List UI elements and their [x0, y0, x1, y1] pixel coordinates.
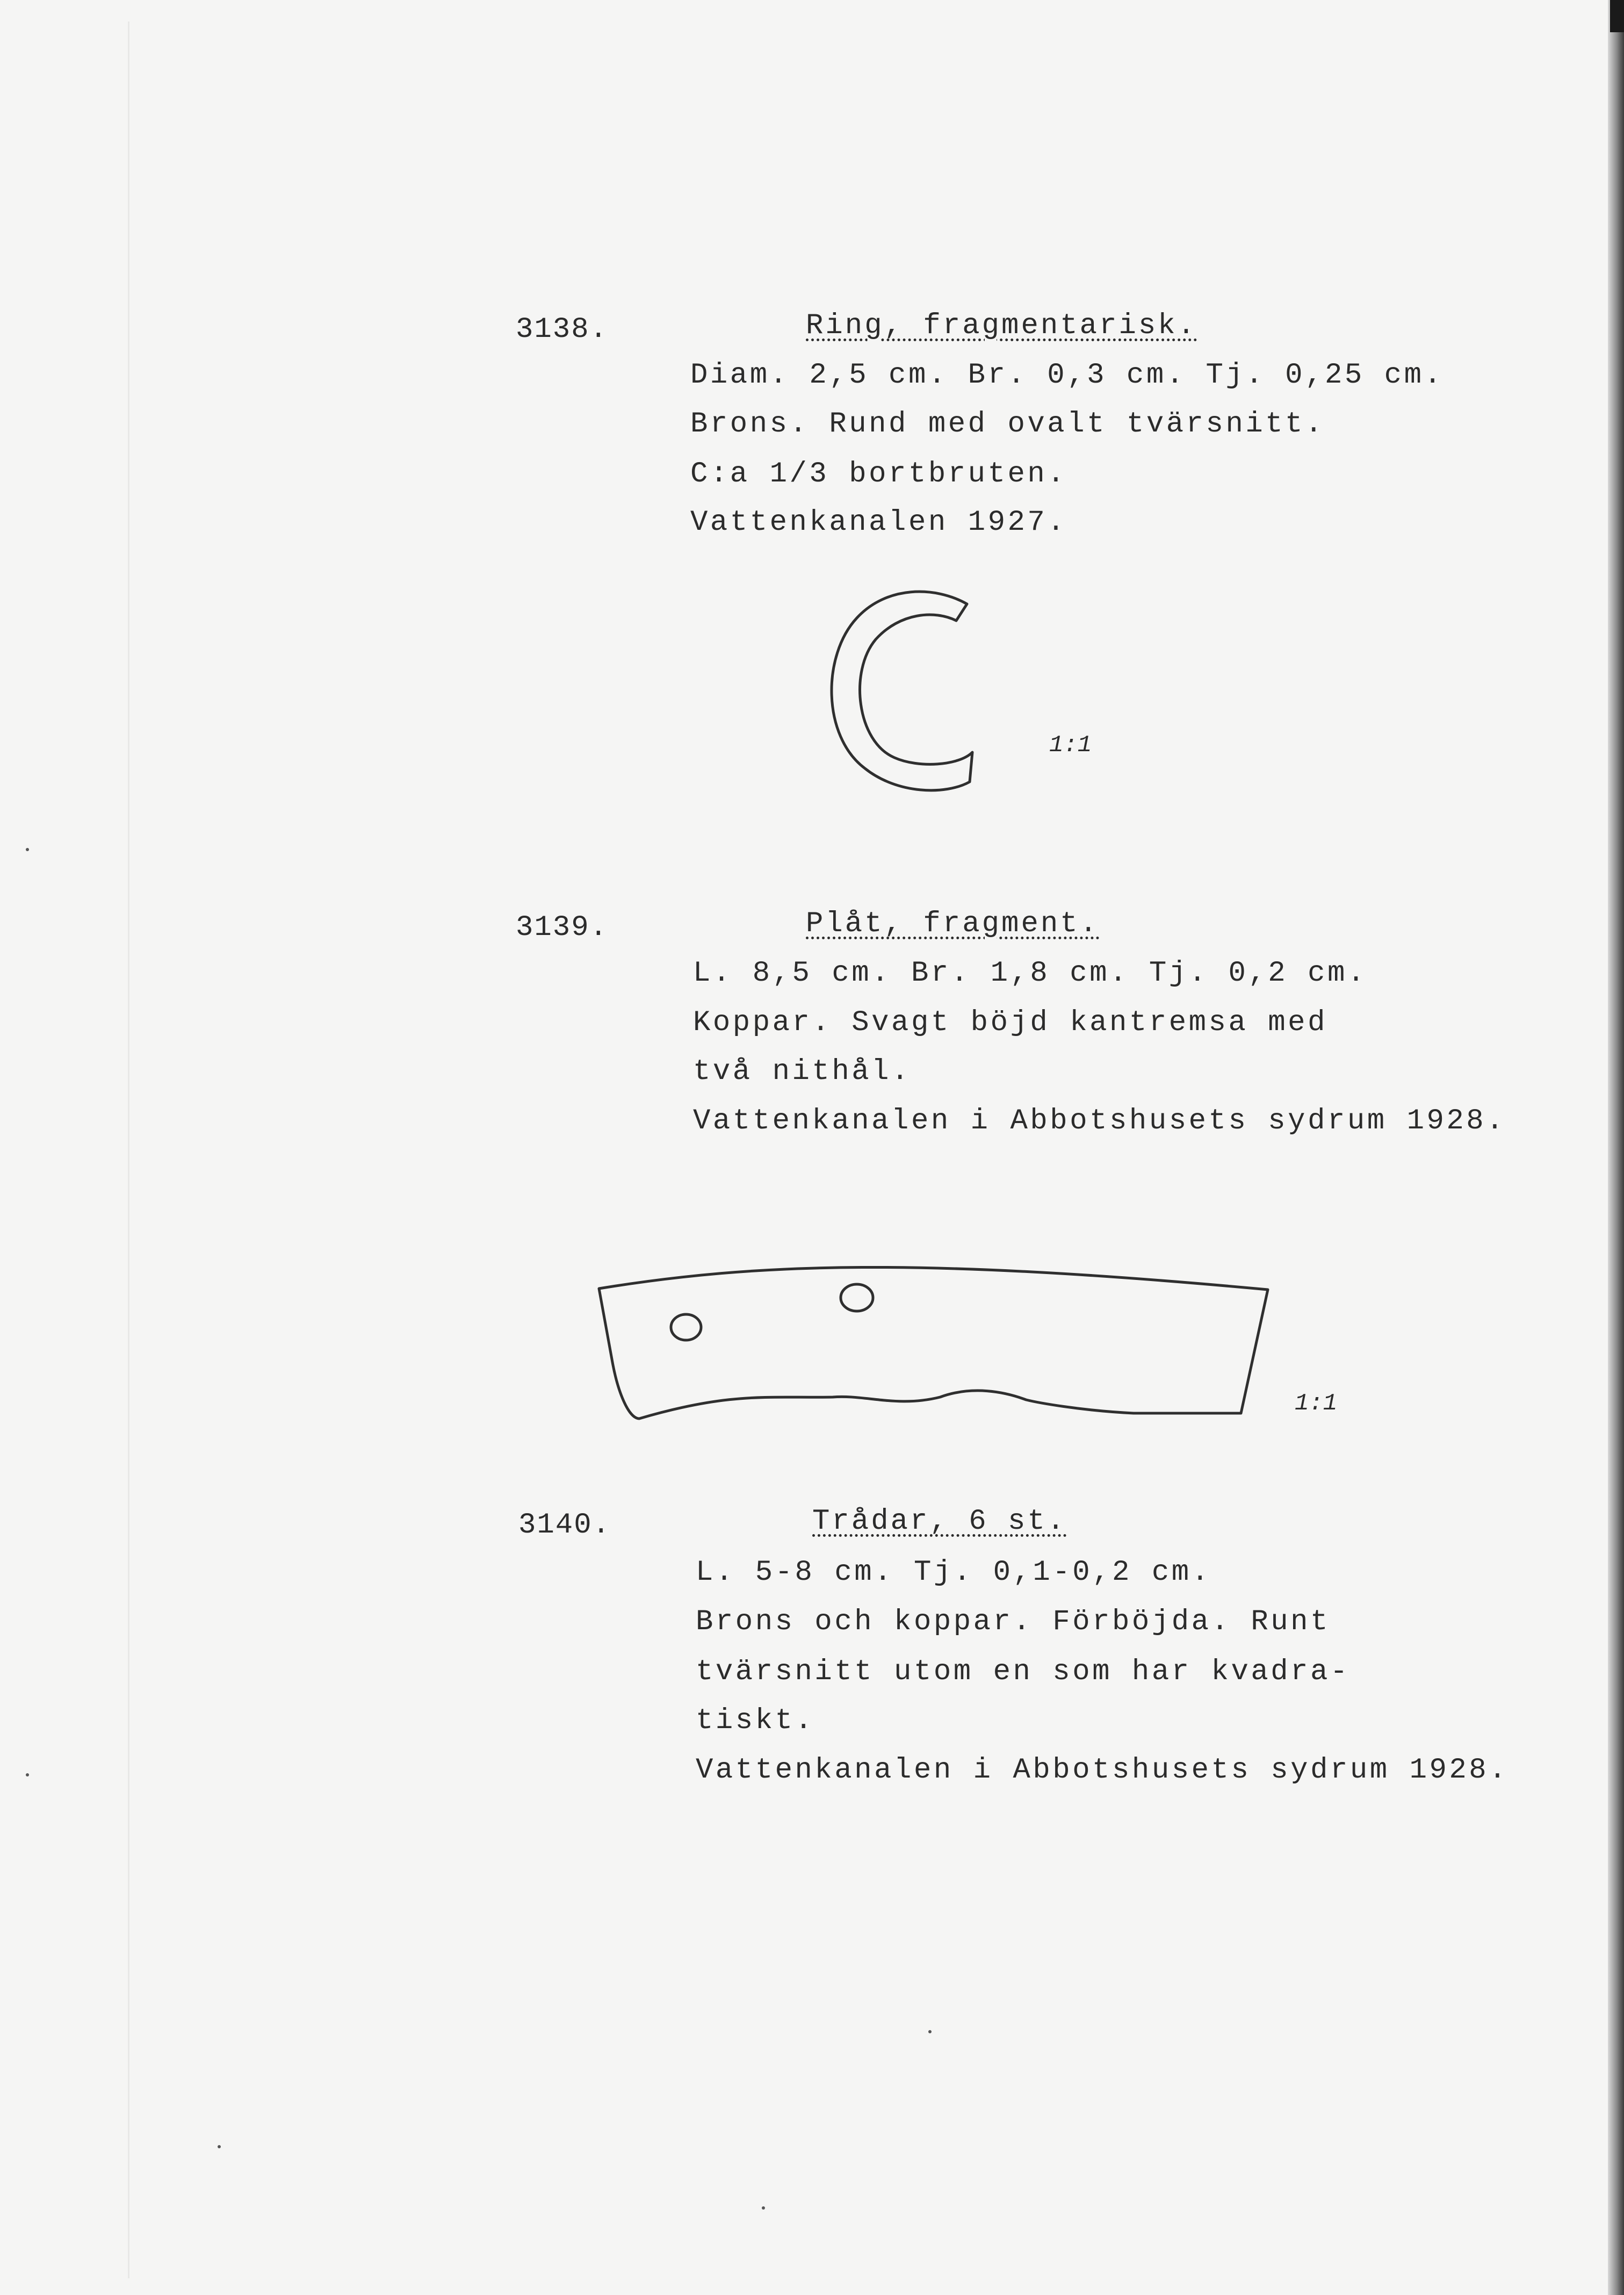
ring-fragment-drawing: [806, 580, 999, 806]
entry-line: L. 8,5 cm. Br. 1,8 cm. Tj. 0,2 cm.: [693, 957, 1367, 990]
entry-title: Ring, fragmentarisk.: [806, 310, 1197, 342]
entry-number: 3138.: [516, 313, 609, 346]
page-fold-line: [128, 21, 129, 2278]
entry-line: Koppar. Svagt böjd kantremsa med: [693, 1006, 1327, 1039]
entry-line: två nithål.: [693, 1055, 911, 1088]
scan-speck: [26, 1773, 29, 1776]
plate-fragment-drawing: [596, 1257, 1279, 1435]
entry-title: Trådar, 6 st.: [812, 1505, 1067, 1538]
scan-speck: [928, 2030, 932, 2033]
entry-title: Plåt, fragment.: [806, 908, 1100, 940]
entry-line: Diam. 2,5 cm. Br. 0,3 cm. Tj. 0,25 cm.: [690, 359, 1444, 392]
scan-speck: [218, 2145, 221, 2148]
scale-label: 1:1: [1295, 1390, 1338, 1417]
entry-line: tiskt.: [696, 1704, 815, 1737]
entry-line: Vattenkanalen i Abbotshusets sydrum 1928.: [696, 1754, 1509, 1787]
entry-number: 3140.: [518, 1509, 611, 1542]
scan-speck: [26, 848, 29, 851]
entry-line: Vattenkanalen 1927.: [690, 506, 1067, 539]
scan-speck: [762, 2206, 765, 2210]
entry-line: C:a 1/3 bortbruten.: [690, 458, 1067, 491]
entry-line: L. 5-8 cm. Tj. 0,1-0,2 cm.: [696, 1556, 1211, 1589]
entry-line: tvärsnitt utom en som har kvadra-: [696, 1656, 1350, 1688]
binding-edge: [1608, 0, 1624, 2295]
entry-line: Brons och koppar. Förböjda. Runt: [696, 1606, 1330, 1638]
binding-tab: [1610, 0, 1624, 32]
entry-line: Vattenkanalen i Abbotshusets sydrum 1928.: [693, 1105, 1506, 1138]
scale-label: 1:1: [1049, 732, 1092, 759]
entry-line: Brons. Rund med ovalt tvärsnitt.: [690, 408, 1325, 441]
entry-number: 3139.: [516, 911, 609, 944]
